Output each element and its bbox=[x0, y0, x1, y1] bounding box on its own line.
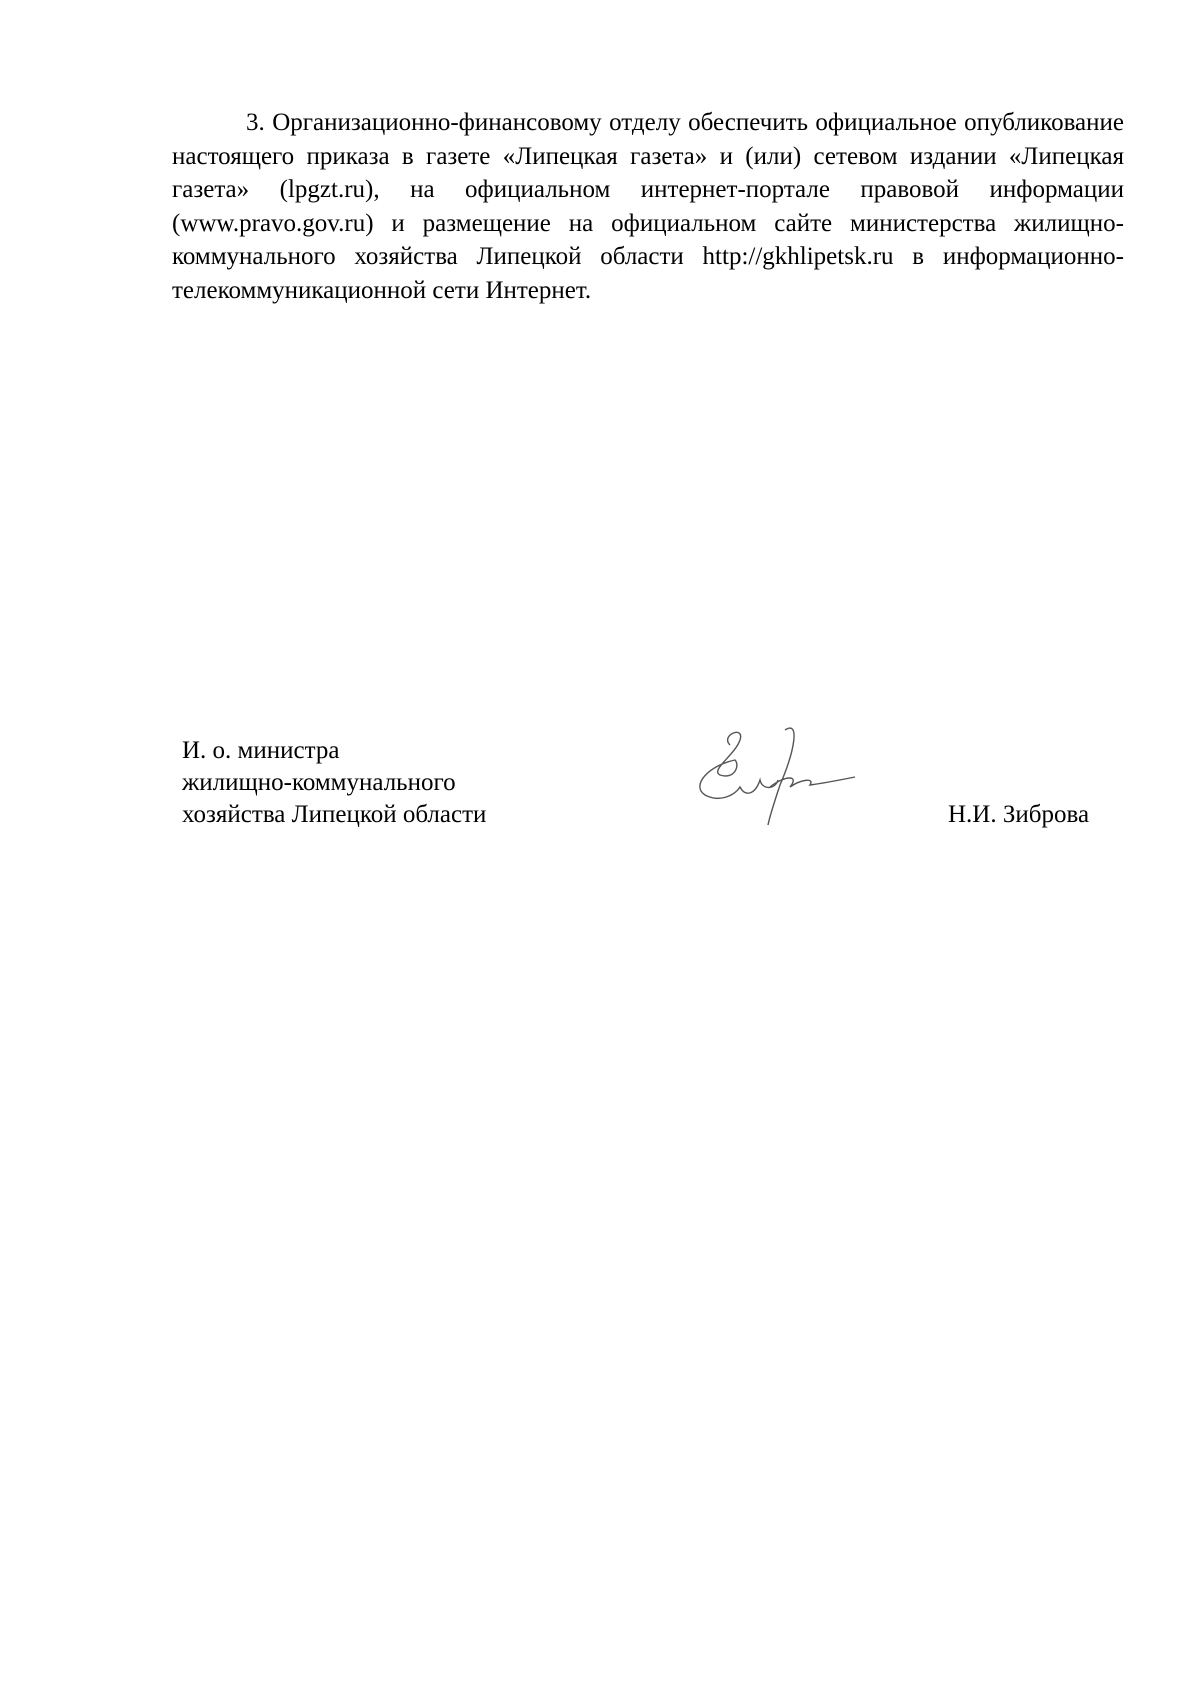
handwritten-signature-icon bbox=[690, 725, 870, 835]
signatory-name: Н.И. Зиброва bbox=[948, 801, 1090, 828]
paragraph-3 bbox=[172, 106, 1124, 307]
position-line-1: И. о. министра bbox=[182, 737, 340, 764]
position-line-2: жилищно-коммунального bbox=[182, 769, 456, 796]
signatory-position bbox=[182, 735, 486, 831]
position-line-3: хозяйства Липецкой области bbox=[182, 801, 487, 828]
paragraph-number: 3. bbox=[246, 109, 265, 136]
paragraph-text: Организационно-финансовому отделу обеспечить официальное опубликование настоящего приказа в газете «Липецкая газета» и (или) сетевом издании «Липецкая газета» (lpgzt.ru), на официальном интернет-портале правовой информации (www.pravo.gov.ru) и размещение на официальном сайте министерства жилищно-коммунального хозяйства Липецкой области http://gkhlipetsk.ru в информационно-телекоммуникационной сети Интернет. bbox=[172, 109, 1124, 304]
